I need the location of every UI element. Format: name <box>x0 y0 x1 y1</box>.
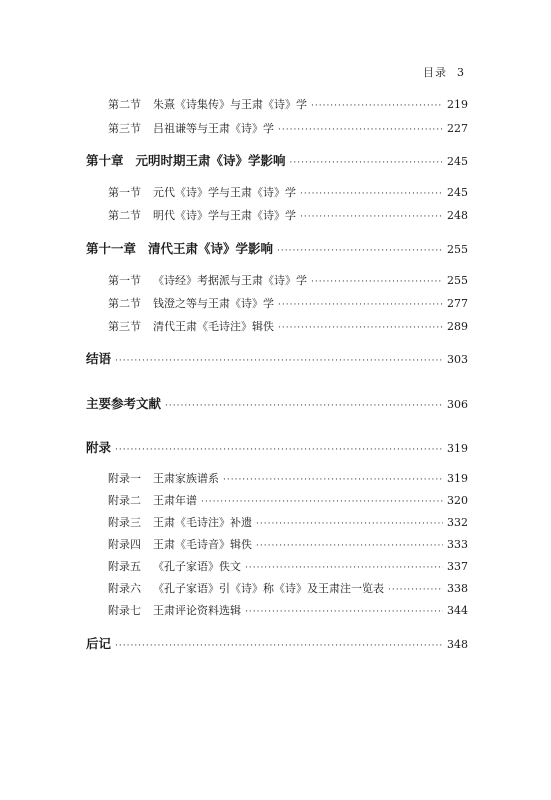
toc-entry[interactable] <box>108 295 468 311</box>
toc-title: 王肃年谱 <box>153 494 197 507</box>
toc-title: 钱澄之等与王肃《诗》学 <box>153 297 274 310</box>
toc-chapter[interactable] <box>86 394 468 412</box>
toc-label: 第十章 <box>86 153 124 168</box>
toc-label: 附录六 <box>108 582 141 595</box>
toc-page: 333 <box>447 538 468 551</box>
toc-leader <box>290 158 443 168</box>
toc-label: 第一节 <box>108 274 141 287</box>
toc-leader <box>300 212 443 222</box>
toc-page: 289 <box>447 320 468 333</box>
toc-title: 王肃《毛诗注》补遗 <box>153 516 252 529</box>
toc-label: 第二节 <box>108 209 141 222</box>
toc-label: 第二节 <box>108 98 141 111</box>
toc-title: 吕祖谦等与王肃《诗》学 <box>153 122 274 135</box>
toc-page: 248 <box>447 209 468 222</box>
toc-chapter[interactable] <box>86 151 468 169</box>
toc-leader <box>388 585 443 595</box>
toc-page: 319 <box>447 442 468 455</box>
toc-entry[interactable] <box>108 558 468 574</box>
toc-title: 清代王肃《毛诗注》辑佚 <box>153 320 274 333</box>
toc-page: 319 <box>447 472 468 485</box>
toc-label: 附录四 <box>108 538 141 551</box>
toc-title: 结语 <box>86 351 112 366</box>
toc-title: 《诗经》考据派与王肃《诗》学 <box>153 274 307 287</box>
toc-title: 主要参考文献 <box>86 396 162 411</box>
toc-page: 255 <box>447 243 468 256</box>
toc-chapter[interactable] <box>86 239 468 257</box>
toc-label: 第三节 <box>108 122 141 135</box>
toc-leader <box>223 475 443 485</box>
toc-title: 后记 <box>86 636 112 651</box>
toc-page: 303 <box>447 353 468 366</box>
toc-title: 朱熹《诗集传》与王肃《诗》学 <box>153 98 307 111</box>
toc-leader <box>245 607 443 617</box>
toc-leader <box>245 563 443 573</box>
toc-label: 第一节 <box>108 186 141 199</box>
toc-page: 219 <box>447 98 468 111</box>
toc-leader <box>115 356 443 366</box>
toc-leader <box>278 323 443 333</box>
toc-title: 王肃家族谱系 <box>153 472 219 485</box>
toc-title: 明代《诗》学与王肃《诗》学 <box>153 209 296 222</box>
toc-entry[interactable] <box>108 536 468 552</box>
toc-title: 元明时期王肃《诗》学影响 <box>135 153 286 168</box>
toc-entry[interactable] <box>108 580 468 596</box>
toc-page: 245 <box>447 155 468 168</box>
toc-leader <box>278 125 443 135</box>
toc-title: 元代《诗》学与王肃《诗》学 <box>153 186 296 199</box>
toc-leader <box>278 300 443 310</box>
toc-entry[interactable] <box>108 470 468 486</box>
toc-page: 338 <box>447 582 468 595</box>
toc-label: 第十一章 <box>86 241 137 256</box>
header-page-number: 3 <box>457 66 465 79</box>
toc-entry[interactable] <box>108 184 468 200</box>
toc-page: 306 <box>447 398 468 411</box>
toc-leader <box>256 541 443 551</box>
toc-title: 清代王肃《诗》学影响 <box>148 241 274 256</box>
toc-page: 245 <box>447 186 468 199</box>
toc-entry[interactable] <box>108 492 468 508</box>
toc-entry[interactable] <box>108 207 468 223</box>
toc-page: 320 <box>447 494 468 507</box>
toc-entry[interactable] <box>108 318 468 334</box>
toc-entry[interactable] <box>108 602 468 618</box>
toc-label: 附录三 <box>108 516 141 529</box>
toc-chapter[interactable] <box>86 349 468 367</box>
toc-title: 《孔子家语》佚文 <box>153 560 241 573</box>
toc-chapter[interactable] <box>86 634 468 652</box>
toc-title: 王肃《毛诗音》辑佚 <box>153 538 252 551</box>
toc-leader <box>165 401 443 411</box>
toc-leader <box>300 189 443 199</box>
toc-leader <box>115 445 443 455</box>
toc-title: 《孔子家语》引《诗》称《诗》及王肃注一览表 <box>153 582 384 595</box>
toc-label: 附录一 <box>108 472 141 485</box>
toc-title: 附录 <box>86 440 112 455</box>
toc-entry[interactable] <box>108 272 468 288</box>
toc-label: 第三节 <box>108 320 141 333</box>
toc-page: 348 <box>447 638 468 651</box>
header-label: 目录 <box>423 66 447 79</box>
toc-page: 344 <box>447 604 468 617</box>
toc-leader <box>277 246 443 256</box>
toc-entry[interactable] <box>108 96 468 112</box>
toc-leader <box>256 519 443 529</box>
toc-page: 255 <box>447 274 468 287</box>
toc-label: 附录二 <box>108 494 141 507</box>
toc-label: 第二节 <box>108 297 141 310</box>
toc-page: 227 <box>447 122 468 135</box>
toc-leader <box>115 641 443 651</box>
toc-chapter[interactable] <box>86 438 468 456</box>
toc-entry[interactable] <box>108 120 468 136</box>
toc-title: 王肃评论资料选辑 <box>153 604 241 617</box>
toc-page: 337 <box>447 560 468 573</box>
toc-label: 附录五 <box>108 560 141 573</box>
toc-entry[interactable] <box>108 514 468 530</box>
toc-leader <box>201 497 443 507</box>
toc-page: 332 <box>447 516 468 529</box>
toc-leader <box>311 277 443 287</box>
toc-page: 277 <box>447 297 468 310</box>
toc-label: 附录七 <box>108 604 141 617</box>
toc-leader <box>311 101 443 111</box>
